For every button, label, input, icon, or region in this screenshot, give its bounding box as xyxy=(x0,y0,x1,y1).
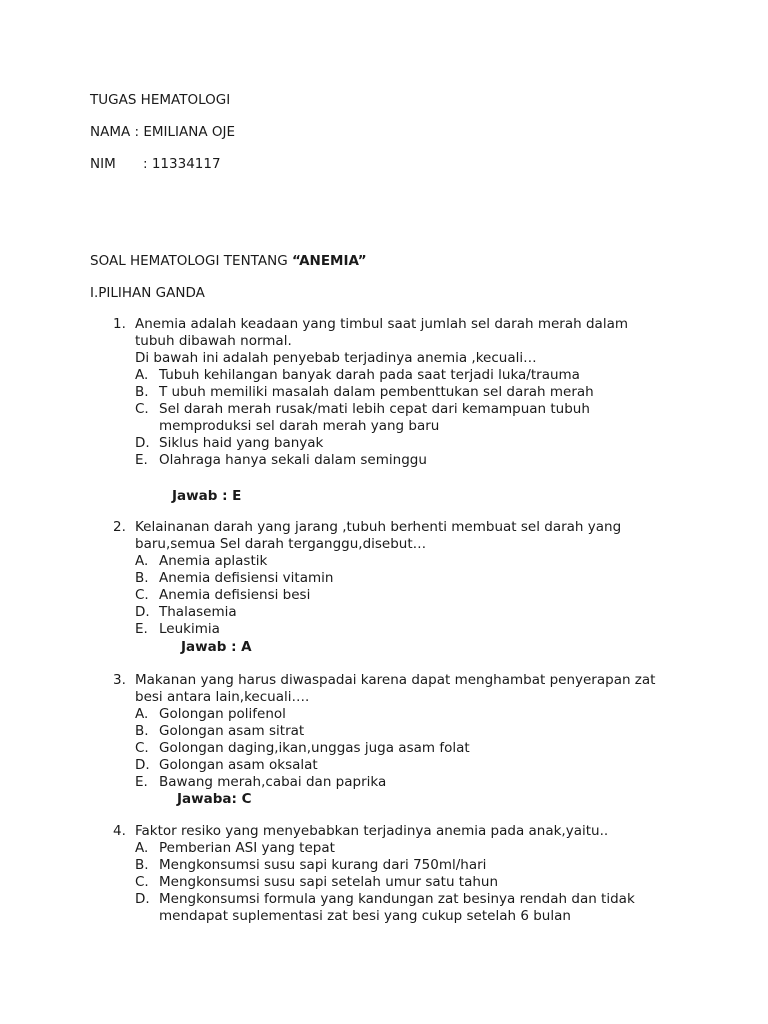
option-text-line: Anemia defisiensi vitamin xyxy=(159,570,334,586)
option-letter: D. xyxy=(135,604,150,620)
document-title: TUGAS HEMATOLOGI xyxy=(90,92,231,108)
option-letter: E. xyxy=(135,774,148,790)
answer-key: Jawaba: C xyxy=(177,791,252,807)
option-letter: B. xyxy=(135,857,149,873)
option-text-line: Mengkonsumsi susu sapi setelah umur satu tahun xyxy=(159,874,499,890)
option-text-line: Olahraga hanya sekali dalam seminggu xyxy=(159,452,427,468)
option-letter: A. xyxy=(135,367,149,383)
question-text-line: Di bawah ini adalah penyebab terjadinya anemia ,kecuali… xyxy=(135,350,537,366)
option-text-line: Thalasemia xyxy=(159,604,237,620)
option-letter: A. xyxy=(135,706,149,722)
question-number: 3. xyxy=(113,672,126,688)
option-text-line: Anemia defisiensi besi xyxy=(159,587,311,603)
option-text-line: Tubuh kehilangan banyak darah pada saat terjadi luka/trauma xyxy=(159,367,580,383)
option-text-line: Golongan daging,ikan,unggas juga asam folat xyxy=(159,740,470,756)
option-text-line: mendapat suplementasi zat besi yang cukup setelah 6 bulan xyxy=(159,908,571,924)
option-letter: B. xyxy=(135,723,149,739)
option-text-line: Pemberian ASI yang tepat xyxy=(159,840,335,856)
option-text-line: Golongan asam oksalat xyxy=(159,757,318,773)
option-text-line: Golongan asam sitrat xyxy=(159,723,305,739)
option-text-line: Golongan polifenol xyxy=(159,706,286,722)
question-number: 1. xyxy=(113,316,126,332)
answer-key: Jawab : E xyxy=(172,488,242,504)
option-text-line: T ubuh memiliki masalah dalam pembenttukan sel darah merah xyxy=(159,384,594,400)
option-letter: C. xyxy=(135,587,149,603)
option-letter: C. xyxy=(135,401,149,417)
question-text-line: tubuh dibawah normal. xyxy=(135,333,292,349)
option-text-line: Bawang merah,cabai dan paprika xyxy=(159,774,387,790)
student-name: NAMA : EMILIANA OJE xyxy=(90,124,236,140)
section-title xyxy=(90,253,367,270)
section-title-prefix: SOAL HEMATOLOGI TENTANG xyxy=(90,253,292,269)
nim-value: : 11334117 xyxy=(143,156,221,172)
question-text-line: Kelainanan darah yang jarang ,tubuh berhenti membuat sel darah yang xyxy=(135,519,622,535)
answer-key: Jawab : A xyxy=(181,639,252,655)
option-letter: C. xyxy=(135,874,149,890)
option-text-line: Siklus haid yang banyak xyxy=(159,435,324,451)
option-text-line: Mengkonsumsi susu sapi kurang dari 750ml/hari xyxy=(159,857,487,873)
option-text-line: memproduksi sel darah merah yang baru xyxy=(159,418,440,434)
option-letter: B. xyxy=(135,384,149,400)
option-letter: D. xyxy=(135,757,150,773)
option-letter: A. xyxy=(135,553,149,569)
question-text-line: Anemia adalah keadaan yang timbul saat jumlah sel darah merah dalam xyxy=(135,316,628,332)
question-text-line: besi antara lain,kecuali…. xyxy=(135,689,310,705)
option-letter: E. xyxy=(135,452,148,468)
section-subtitle: I.PILIHAN GANDA xyxy=(90,285,205,301)
question-text-line: Makanan yang harus diwaspadai karena dapat menghambat penyerapan zat xyxy=(135,672,656,688)
option-letter: E. xyxy=(135,621,148,637)
nim-label: NIM xyxy=(90,156,116,172)
option-letter: D. xyxy=(135,435,150,451)
question-text-line: baru,semua Sel darah terganggu,disebut… xyxy=(135,536,427,552)
option-text-line: Anemia aplastik xyxy=(159,553,268,569)
question-text-line: Faktor resiko yang menyebabkan terjadinya anemia pada anak,yaitu.. xyxy=(135,823,609,839)
option-text-line: Leukimia xyxy=(159,621,220,637)
option-text-line: Mengkonsumsi formula yang kandungan zat besinya rendah dan tidak xyxy=(159,891,635,907)
option-letter: D. xyxy=(135,891,150,907)
question-number: 2. xyxy=(113,519,126,535)
option-letter: C. xyxy=(135,740,149,756)
option-letter: A. xyxy=(135,840,149,856)
question-number: 4. xyxy=(113,823,126,839)
option-letter: B. xyxy=(135,570,149,586)
section-title-topic: “ANEMIA” xyxy=(291,253,367,269)
option-text-line: Sel darah merah rusak/mati lebih cepat dari kemampuan tubuh xyxy=(159,401,590,417)
